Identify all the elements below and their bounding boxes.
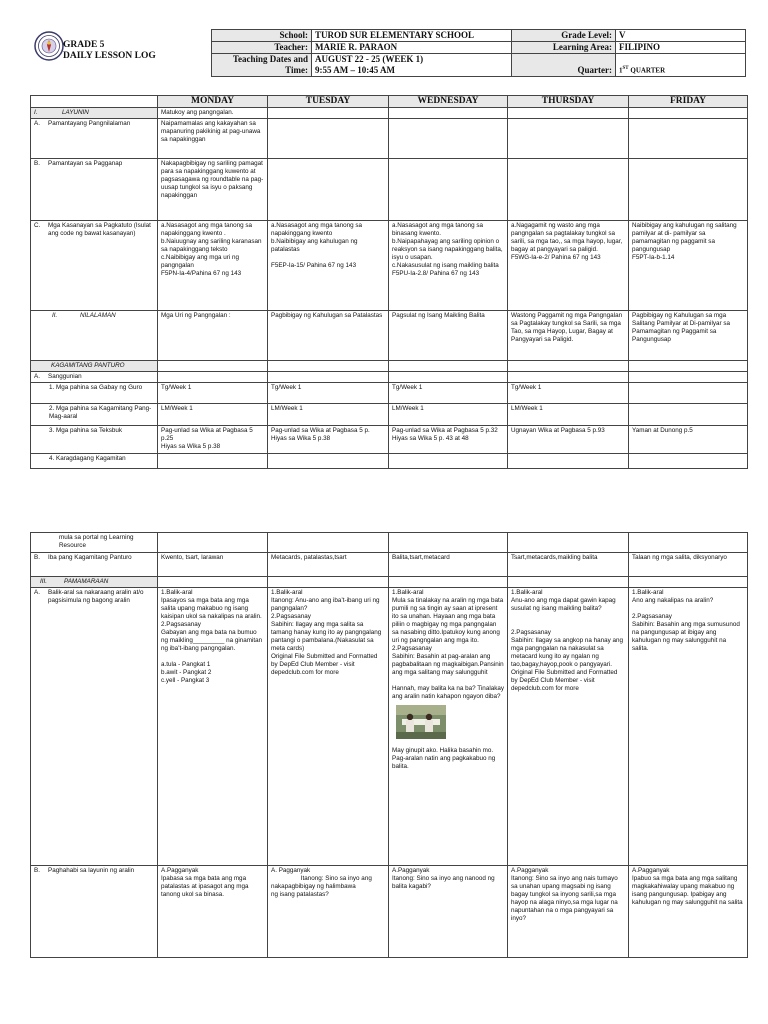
text-line: 1.Balik-aral (392, 589, 424, 596)
text-line: Mula sa tinalakay na aralin ng mga bata pumili ng sa tingin ay saan at ipresent ito sa unahan. Hayaan ang mga bata piliin o magbigay ng mga pangngalan sa nasabing ditto.Ipatukoy kung anong uri ng pangngalan ang mga ito. (392, 597, 504, 644)
empty-cell (508, 159, 629, 221)
dates-label-line2: Time: (285, 65, 308, 75)
text-line (271, 254, 385, 262)
kagamitan-mag-wed: LM/Week 1 (389, 404, 508, 426)
row-pamantayan-sa-pagganap (31, 159, 748, 221)
text-line: Hiyas sa Wika 5 p. 43 at 48 (392, 435, 469, 442)
text-line (632, 605, 744, 613)
text-line: c.Nakasusulat ng isang maikling balita (392, 262, 499, 269)
corner-cell (31, 96, 158, 108)
text-line: F5PT-Ia-b-1.14 (632, 254, 675, 261)
nilalaman-label (31, 311, 158, 361)
sanggunian-label (31, 372, 158, 383)
text-line: Original File Submitted and Formatted by DepEd Club Member - visit depedclub.com for more (511, 669, 618, 692)
pamamaraan-marker: III. (40, 578, 47, 585)
text-line: ng isang patalastas? (271, 891, 329, 898)
text-line: c.Naibibigay ang mga uri ng pangngalan (161, 254, 240, 269)
row-teksbuk (31, 426, 748, 454)
empty-cell (268, 577, 389, 588)
text-line: b.Naibibigay ang kahulugan ng patalastas (271, 238, 358, 253)
info-table (211, 29, 746, 77)
row-c-text: Mga Kasanayan sa Pagkatuto (Isulat ang code ng bawat kasanayan) (48, 222, 151, 237)
row-c-tue (268, 221, 389, 311)
text-line: Ipabasa sa mga bata ang mga patalastas at ipasagot ang mga tanong ukol sa binasa. (161, 875, 249, 898)
empty-cell (629, 159, 748, 221)
row-a-text: Pamantayang Pangnilalaman (48, 120, 131, 127)
row-kagamitang-panturo (31, 361, 748, 372)
row-paghahabi (31, 866, 748, 958)
balik-text: Balik-aral sa nakaraang aralin at/o pagsisimula ng bagong aralin (48, 589, 144, 604)
grade-label: GRADE 5 (63, 40, 105, 50)
iba-text: Iba pang Kagamitang Panturo (48, 554, 132, 561)
empty-cell (629, 119, 748, 159)
text-line: Itanong: Sino sa inyo ang nakapagbibigay ng halimbawa (271, 875, 374, 890)
iba-wed: Balita,tsart,metacard (389, 553, 508, 577)
day-monday: MONDAY (158, 96, 268, 108)
row-b-text: Pamantayan sa Pagganap (48, 160, 123, 167)
empty-cell (629, 372, 748, 383)
text-line: A.Pagganyak (511, 867, 549, 874)
text-line: 1.Balik-aral (632, 589, 664, 596)
empty-cell (268, 159, 389, 221)
day-thursday: THURSDAY (508, 96, 629, 108)
text-line: Itanong: Anu-ano ang iba’t-ibang uri ng pangngalan? (271, 597, 380, 612)
row-karagdagang-kagamitan (31, 454, 748, 469)
gabay-wed: Tg/Week 1 (389, 383, 508, 404)
lesson-table-part1 (30, 95, 748, 469)
text-line: b.awit - Pangkat 2 (161, 669, 212, 676)
nilalaman-tue: Pagbibigay ng Kahulugan sa Patalastas (268, 311, 389, 361)
text-line: F5PU-Ia-2.8/ Pahina 67 ng 143 (392, 270, 480, 277)
paghahabi-label (31, 866, 158, 958)
time-text: 9:55 AM – 10:45 AM (315, 65, 395, 75)
row-pamamaraan (31, 577, 748, 588)
teksbuk-tue (268, 426, 389, 454)
kagamitan-label: KAGAMITANG PANTURO (31, 361, 158, 372)
row-nilalaman (31, 311, 748, 361)
row-iba-pang-kagamitan (31, 553, 748, 577)
log-title: DAILY LESSON LOG (63, 51, 156, 61)
empty-cell (389, 372, 508, 383)
empty-cell (268, 108, 389, 119)
quarter-number: 1 (619, 66, 623, 74)
balik-fri (629, 588, 748, 866)
empty-cell (508, 372, 629, 383)
text-line: Hannah, may balita ka na ba? Tinalakay ang aralin natin kahapon ngayon diba? (392, 685, 505, 700)
deped-seal-icon (34, 31, 64, 61)
iba-marker: B. (34, 554, 40, 561)
balik-thu (508, 588, 629, 866)
teksbuk-fri (629, 426, 748, 454)
gabay-tue: Tg/Week 1 (268, 383, 389, 404)
empty-cell (629, 404, 748, 426)
empty-cell (389, 159, 508, 221)
dates-label (212, 54, 312, 77)
text-line: 1.Balik-aral (511, 589, 543, 596)
text-line: Pag-unlad sa Wika at Pagbasa 5 p. (271, 427, 370, 434)
teacher-value: MARIE R. PARAON (312, 42, 512, 54)
empty-cell (629, 361, 748, 372)
row-layunin (31, 108, 748, 119)
text-line: c.yell - Pangkat 3 (161, 677, 210, 684)
lesson-table-part2 (30, 532, 748, 958)
iba-thu: Tsart,metacards,maikling balita (508, 553, 629, 577)
kagamitan-mag-mon: LM/Week 1 (158, 404, 268, 426)
iba-tue: Metacards, patalastas,tsart (268, 553, 389, 577)
empty-cell (158, 454, 268, 469)
row-kagamitang-mag-aaral (31, 404, 748, 426)
text-line: May ginupit ako. Halika basahin mo. Pag-aralan natin ang pagkakabuo ng balita. (392, 747, 496, 770)
text-line: b.Naiuugnay ang sariling karanasan sa napakinggang teksto (161, 238, 262, 253)
portal-label: mula sa portal ng Learning Resource (31, 533, 158, 553)
text-line: Itanong: Sino sa inyo ang nanood ng balita kagabi? (392, 875, 495, 890)
text-line: a.Nagagamit ng wasto ang mga pangngalan sa pagtalakay tungkol sa sarili, sa mga tao,, sa mga hayop, lugar, bagay at pangyayari sa paligid. (511, 222, 623, 253)
text-line: Hiyas sa Wika 5 p.38 (271, 435, 331, 442)
row-c-thu (508, 221, 629, 311)
empty-cell (389, 454, 508, 469)
text-line: Ipabuo sa mga bata ang mga salitang magkakahiwalay upang makabuo ng isang pangungusap. Ipabigay ang kahulugan ng may salungguhit na salita (632, 875, 743, 906)
iba-label (31, 553, 158, 577)
paghahabi-thu (508, 866, 629, 958)
text-line: F5PN-Ia-4/Pahina 67 ng 143 (161, 270, 242, 277)
iba-mon: Kwento, tsart, larawan (158, 553, 268, 577)
balik-label (31, 588, 158, 866)
paghahabi-marker: B. (34, 867, 40, 874)
text-line: a.Nasasagot ang mga tanong sa binasang kwento. (392, 222, 484, 237)
paghahabi-fri (629, 866, 748, 958)
sanggunian-marker: A. (34, 373, 40, 380)
nilalaman-mon: Mga Uri ng Pangngalan : (158, 311, 268, 361)
text-line: Naibibigay ang kahulugan ng salitang pamilyar at di- pamilyar sa pamamagitan ng paggamit sa pangungusap (632, 222, 737, 253)
empty-cell (508, 577, 629, 588)
row-c-wed (389, 221, 508, 311)
empty-cell (268, 119, 389, 159)
text-line: 2.Pagsasanay (161, 621, 201, 628)
text-line: a.Nasasagot ang mga tanong sa napakinggang kwento . (161, 222, 253, 237)
row-portal (31, 533, 748, 553)
empty-cell (389, 577, 508, 588)
empty-cell (268, 361, 389, 372)
row-sanggunian (31, 372, 748, 383)
row-b-marker: B. (34, 160, 40, 167)
grade-level-label: Grade Level: (512, 30, 616, 42)
layunin-text: LAYUNIN (62, 109, 89, 116)
dates-value (312, 54, 512, 77)
empty-cell (508, 533, 629, 553)
row-balik-aral (31, 588, 748, 866)
day-tuesday: TUESDAY (268, 96, 389, 108)
text-line: F5WG-Ia-e-2/ Pahina 67 ng 143 (511, 254, 601, 261)
text-line: Itanong: Sino sa inyo ang nais tumayo sa unahan upang magsabi ng isang bagay tungkol sa inyong sarili,sa mga hayop na alaga ninyo,sa mga lugar na napuntahan na o mga pangyayari sa inyo? (511, 875, 618, 922)
paghahabi-tue (268, 866, 389, 958)
text-line: 2.Pagsasanay (392, 645, 432, 652)
nilalaman-marker: II. (52, 312, 58, 319)
text-line: 2.Pagsasanay (271, 613, 311, 620)
row-b-mon: Nakapagbibigay ng sariling pamagat para sa napakinggang kuwento at pagsasagawa ng roundtable na pag-uusap tungkol sa isyu o paksang napakinggan (158, 159, 268, 221)
learning-area-label: Learning Area: (512, 42, 616, 54)
quarter-word: QUARTER (628, 66, 666, 74)
text-line: A. Pagganyak (271, 867, 311, 874)
empty-cell (158, 372, 268, 383)
balik-mon (158, 588, 268, 866)
teksbuk-thu (508, 426, 629, 454)
kagamitan-mag-label: 2. Mga pahina sa Kagamitang Pang-Mag-aaral (31, 404, 158, 426)
row-c-label (31, 221, 158, 311)
text-line: A.Pagganyak (632, 867, 670, 874)
text-line: Sabihin: Ilagay sa angkop na hanay ang mga pangngalan na nakasulat sa metacard kung ito ay ngalan ng tao,bagay,hayop,pook o pangyayari. (511, 637, 624, 668)
quarter-value (616, 54, 746, 77)
empty-cell (629, 383, 748, 404)
nilalaman-thu: Wastong Paggamit ng mga Pangngalan sa Pagtalakay tungkol sa Sarili, sa mga Tao, sa mga Hayop, Lugar, Bagay at Pangyayari sa Paligid. (508, 311, 629, 361)
day-friday: FRIDAY (629, 96, 748, 108)
empty-cell (508, 454, 629, 469)
text-line: b.Naipapahayag ang sariling opinion o reaksyon sa isang napakinggang balita, isyu o usapan. (392, 238, 503, 261)
row-kasanayan (31, 221, 748, 311)
text-line: Ugnayan Wika at Pagbasa 5 p.93 (511, 427, 605, 434)
empty-cell (389, 119, 508, 159)
row-b-label (31, 159, 158, 221)
text-line: Yaman at Dunong p.5 (632, 427, 693, 434)
dates-label-line1: Teaching Dates and (232, 54, 308, 64)
layunin-marker: I. (34, 109, 38, 116)
sanggunian-text: Sanggunian (48, 373, 82, 380)
teacher-label: Teacher: (212, 42, 312, 54)
text-line: Hiyas sa Wika 5 p.38 (161, 443, 221, 450)
dates-text: AUGUST 22 - 25 (WEEK 1) (315, 54, 424, 64)
karagdagan-label: 4. Karagdagang Kagamitan (31, 454, 158, 469)
gabay-label: 1. Mga pahina sa Gabay ng Guro (31, 383, 158, 404)
empty-cell (268, 454, 389, 469)
iba-fri: Talaan ng mga salita, diksyonaryo (629, 553, 748, 577)
text-line (392, 677, 504, 685)
text-line: A.Pagganyak (392, 867, 430, 874)
children-reading-photo (396, 705, 446, 739)
text-line (161, 653, 264, 661)
empty-cell (389, 361, 508, 372)
teksbuk-mon (158, 426, 268, 454)
kagamitan-mag-tue: LM/Week 1 (268, 404, 389, 426)
row-c-fri (629, 221, 748, 311)
empty-cell (629, 108, 748, 119)
day-wednesday: WEDNESDAY (389, 96, 508, 108)
text-line: Pag-unlad sa Wika at Pagbasa 5 p.32 (392, 427, 498, 434)
nilalaman-fri: Pagbibigay ng Kahulugan sa mga Salitang Pamilyar at Di-pamilyar sa Pamamagitan ng Paggamit sa Pangungusap (629, 311, 748, 361)
empty-cell (508, 361, 629, 372)
kagamitan-mag-thu: LM/Week 1 (508, 404, 629, 426)
balik-tue (268, 588, 389, 866)
empty-cell (508, 119, 629, 159)
layunin-mon: Matukoy ang pangngalan. (158, 108, 268, 119)
empty-cell (158, 533, 268, 553)
paghahabi-text: Paghahabi sa layunin ng aralin (48, 867, 135, 874)
empty-cell (158, 361, 268, 372)
header (30, 29, 745, 78)
row-a-marker: A. (34, 120, 40, 127)
text-line: Original File Submitted and Formatted by DepEd Club Member - visit depedclub.com for more (271, 653, 378, 676)
text-line: a.tula - Pangkat 1 (161, 661, 211, 668)
row-a-mon: Naipamamalas ang kakayahan sa mapanuring pakikinig at pag-unawa sa napakinggan (158, 119, 268, 159)
pamamaraan-label (31, 577, 158, 588)
empty-cell (158, 577, 268, 588)
text-line: 1.Balik-aral (161, 589, 193, 596)
text-line: Sabihin: Basahin ang mga sumusunod na pangungusap at ibigay ang kahulugan ng may salungguhit na salita. (632, 621, 740, 652)
lesson-log-title (63, 40, 233, 62)
teksbuk-label: 3. Mga pahina sa Teksbuk (31, 426, 158, 454)
text-line: F5EP-Ia-15/ Pahina 67 ng 143 (271, 262, 357, 269)
empty-cell (629, 577, 748, 588)
empty-cell (389, 533, 508, 553)
empty-cell (629, 533, 748, 553)
text-line: Gabayan ang mga bata na bumuo ng maikling_________ na ginamitan ng iba’t-ibang pangngalan. (161, 629, 263, 652)
empty-cell (389, 108, 508, 119)
row-c-marker: C. (34, 222, 41, 229)
paghahabi-mon (158, 866, 268, 958)
empty-cell (508, 108, 629, 119)
text-line: Anu-ano ang mga dapat gawin kapag susulat ng isang maikling balita? (511, 597, 616, 612)
nilalaman-text: NILALAMAN (80, 312, 116, 319)
gabay-thu: Tg/Week 1 (508, 383, 629, 404)
layunin-label (31, 108, 158, 119)
row-gabay-ng-guro (31, 383, 748, 404)
day-header-row (31, 96, 748, 108)
row-a-label (31, 119, 158, 159)
balik-marker: A. (34, 589, 40, 596)
paghahabi-wed (389, 866, 508, 958)
empty-cell (629, 454, 748, 469)
text-line: 2.Pagsasanay (632, 613, 672, 620)
learning-area-value: FILIPINO (616, 42, 746, 54)
text-line: A.Pagganyak (161, 867, 199, 874)
text-line: 1.Balik-aral (271, 589, 303, 596)
row-c-mon (158, 221, 268, 311)
quarter-suffix: ST (622, 65, 629, 71)
pamamaraan-text: PAMAMARAAN (64, 578, 109, 585)
grade-level-value: V (616, 30, 746, 42)
text-line: Sabihin: Basahin at pag-aralan ang pagbabalitaan ng magkaibigan.Pansinin ang mga salitang may salungguhit (392, 653, 504, 676)
text-line: Pag-unlad sa Wika at Pagbasa 5 p.25 (161, 427, 253, 442)
gabay-mon: Tg/Week 1 (158, 383, 268, 404)
school-value: TUROD SUR ELEMENTARY SCHOOL (312, 30, 512, 42)
text-line (511, 613, 625, 621)
text-line (511, 621, 625, 629)
text-line: Sabihin: Ilagay ang mga salita sa tamang hanay kung ito ay pangngalang pantangi o pambalana.(Nakasulat sa meta cards) (271, 621, 382, 652)
text-line: Ano ang nakalipas na aralin? (632, 597, 714, 604)
quarter-label: Quarter: (512, 54, 616, 77)
empty-cell (268, 533, 389, 553)
row-pamantayang-pangnilalaman (31, 119, 748, 159)
nilalaman-wed: Pagsulat ng Isang Maikling Balita (389, 311, 508, 361)
balik-wed (389, 588, 508, 866)
text-line: Ipasayos sa mga bata ang mga salita upang makabuo ng isang kaisipan ukol sa nakalipas na aralin. (161, 597, 262, 620)
text-line: a.Nasasagot ang mga tanong sa napakinggang kwento (271, 222, 363, 237)
text-line: 2.Pagsasanay (511, 629, 551, 636)
empty-cell (268, 372, 389, 383)
school-label: School: (212, 30, 312, 42)
teksbuk-wed (389, 426, 508, 454)
